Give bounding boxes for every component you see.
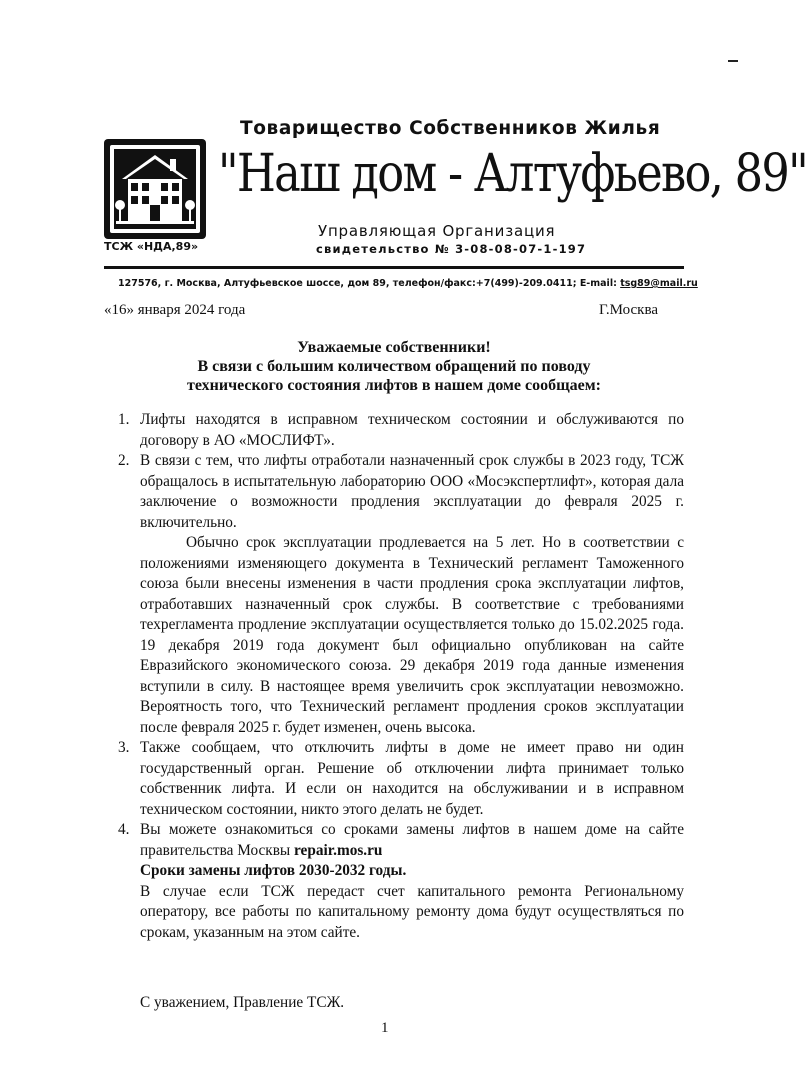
item-text: [140, 820, 684, 861]
item-text: Также сообщаем, что отключить лифты в доме не имеет право ни один государственный орган. Решение об отключении лифта принимает только собственник лифта. И если он находится на обслуживании и в исправном техническом состоянии, никто этого делать не будет.: [140, 739, 684, 818]
item-paragraph: Обычно срок эксплуатации продлевается на 5 лет. Но в соответствии с положениями изменяющего документа в Технический регламент Таможенного союза были внесены изменения в части продления срока эксплуатации лифтов, отработавших назначенный срок службы. В соответствие с требованиями техрегламента продление эксплуатации осуществляется только до 15.02.2025 года. 19 декабря 2019 года документ был официально опубликован на сайте Евразийского экономического союза. 29 декабря 2019 года данные изменения вступили в силу. В настоящее время увеличить срок эксплуатации невозможно. Вероятность того, что Технический регламент продления сроков эксплуатации после февраля 2025 г. будет изменен, очень высока.: [140, 534, 684, 736]
list-item: [104, 738, 684, 820]
org-name: "Наш дом - Алтуфьево, 89": [218, 144, 807, 204]
certificate-number: свидетельство № 3-08-08-07-1-197: [316, 242, 587, 256]
item-number: 2.: [118, 452, 130, 469]
item-number: 4.: [118, 821, 130, 838]
letter-city: Г.Москва: [598, 302, 658, 318]
item-text: Лифты находятся в исправном техническом состоянии и обслуживаются по договору в АО «МОСЛИФТ».: [140, 411, 684, 449]
item-paragraph: В случае если ТСЖ передаст счет капитального ремонта Региональному оператору, все работы по капитальному ремонту дома будут осуществляться по срокам, указанным на этом сайте.: [140, 882, 684, 941]
header-divider: [104, 266, 684, 269]
item-text-start: Вы можете ознакомиться со сроками замены лифтов в нашем доме на сайте правительства Москвы: [140, 821, 684, 859]
heading-line-1: Уважаемые собственники!: [297, 339, 491, 356]
letter-date: «16» января 2024 года: [104, 302, 246, 318]
item-bold-line: Сроки замены лифтов 2030-2032 годы.: [140, 862, 407, 879]
letter-heading: [104, 338, 684, 395]
org-line1: Товарищество Собственников Жилья: [240, 118, 661, 139]
item-text: В связи с тем, что лифты отработали назначенный срок службы в 2023 году, ТСЖ обращалось в испытательную лабораторию ООО «Мосэкспертлифт», которая дала заключение о возможности продления эксплуатации до февраля 2025 г. включительно.: [140, 452, 684, 531]
item-number: 1.: [118, 411, 130, 428]
house-logo-icon: [104, 139, 206, 239]
address-text: 127576, г. Москва, Алтуфьевское шоссе, дом 89, телефон/факс:+7(499)-209.0411; E-mail:: [118, 278, 621, 289]
list-item: [104, 410, 684, 451]
signature: С уважением, Правление ТСЖ.: [140, 994, 345, 1011]
heading-line-3: технического состояния лифтов в нашем доме сообщаем:: [187, 377, 601, 394]
org-type: Управляющая Организация: [318, 222, 556, 240]
letter-body: [104, 410, 684, 943]
logo-caption: ТСЖ «НДА,89»: [104, 240, 199, 253]
scan-mark: [728, 60, 738, 62]
heading-line-2: В связи с большим количеством обращений по поводу: [197, 358, 591, 375]
item-number: 3.: [118, 739, 130, 756]
page-number: 1: [381, 1020, 389, 1036]
list-item: [104, 451, 684, 738]
website-link[interactable]: repair.mos.ru: [294, 841, 383, 859]
address-line: [118, 278, 698, 289]
list-item: [104, 820, 684, 943]
email-link[interactable]: tsg89@mail.ru: [620, 278, 698, 289]
